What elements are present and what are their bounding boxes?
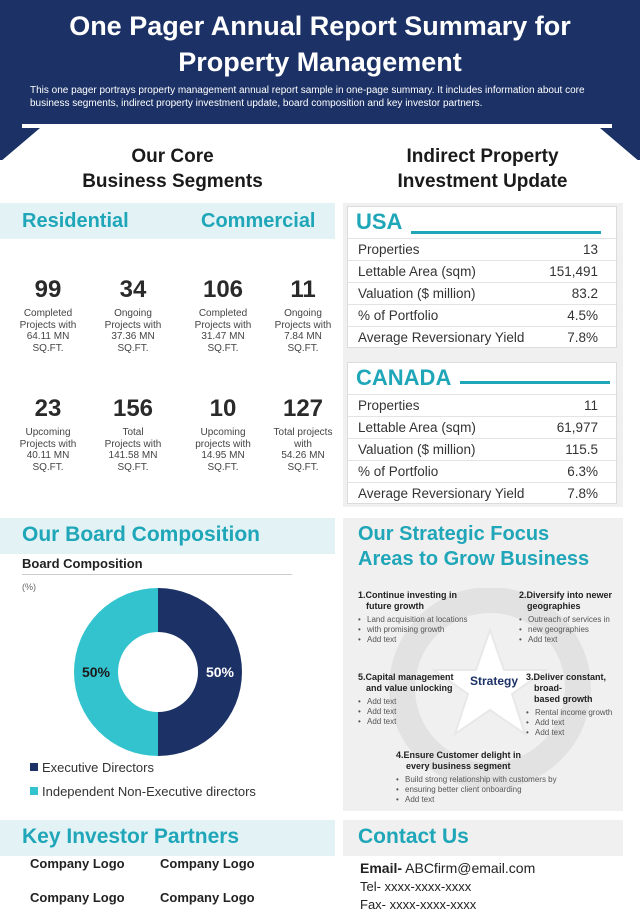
contact-email: Email- ABCfirm@email.com xyxy=(360,860,536,876)
row-label: Average Reversionary Yield xyxy=(358,330,525,345)
row-label: % of Portfolio xyxy=(358,308,439,323)
segment-stat xyxy=(185,395,261,473)
usa-heading: USA xyxy=(356,209,403,234)
strategy-item-3: 3.Deliver constant, broad- based growth • Rental income growth • Add text • Add text xyxy=(526,672,621,738)
row-value: 7.8% xyxy=(567,486,598,501)
contact-email-address[interactable]: ABCfirm@email.com xyxy=(405,860,536,876)
stat-number: 106 xyxy=(202,276,244,303)
partner-logo-2: Company Logo xyxy=(160,856,255,871)
legend-independent: Independent Non-Executive directors xyxy=(30,784,256,799)
row-value: 61,977 xyxy=(556,420,598,435)
stat-description: Completed Projects with 31.47 MN SQ.FT. xyxy=(194,308,252,354)
table-row xyxy=(348,304,618,326)
stat-description: Completed Projects with 64.11 MN SQ.FT. xyxy=(19,308,77,354)
header-banner xyxy=(0,0,640,160)
board-chart-rule xyxy=(22,574,292,575)
contact-tel: Tel- xxxx-xxxx-xxxx xyxy=(360,879,472,894)
canada-heading-line xyxy=(460,381,610,384)
table-row xyxy=(348,238,618,260)
segment-stat xyxy=(10,276,86,354)
stat-number: 10 xyxy=(209,395,237,422)
segment-stat xyxy=(95,276,171,354)
segment-stat xyxy=(185,276,261,354)
row-label: Valuation ($ million) xyxy=(358,442,476,457)
stat-description: Total Projects with 141.58 MN SQ.FT. xyxy=(104,427,162,473)
row-value: 6.3% xyxy=(567,464,598,479)
table-row xyxy=(348,326,618,348)
row-label: Valuation ($ million) xyxy=(358,286,476,301)
table-row xyxy=(348,416,618,438)
usa-heading-line xyxy=(411,231,601,234)
contact-fax: Fax- xxxx-xxxx-xxxx xyxy=(360,897,477,912)
strategy-item-5: 5.Capital management and value unlocking • Add text • Add text • Add text xyxy=(358,672,468,727)
row-value: 13 xyxy=(582,242,598,257)
legend-executive: Executive Directors xyxy=(30,760,154,775)
stat-description: Total projects with 54.26 MN SQ.FT. xyxy=(273,427,333,473)
segment-stat xyxy=(95,395,171,473)
partner-logo-1: Company Logo xyxy=(30,856,125,871)
page-title: One Pager Annual Report Summary for Property Management xyxy=(69,11,571,77)
stat-description: Upcoming projects with 14.95 MN SQ.FT. xyxy=(195,427,251,473)
strategy-title: Our Strategic Focus Areas to Grow Business xyxy=(358,523,590,570)
board-chart-unit: (%) xyxy=(22,582,36,592)
legend-swatch-independent xyxy=(30,787,38,795)
stat-number: 156 xyxy=(112,395,154,422)
stat-description: Upcoming Projects with 40.11 MN SQ.FT. xyxy=(19,427,77,473)
row-label: Properties xyxy=(358,242,420,257)
segment-stat xyxy=(265,395,341,473)
commercial-label: Commercial xyxy=(201,210,316,232)
segment-stat xyxy=(265,276,341,354)
partner-logo-4: Company Logo xyxy=(160,890,255,905)
strategy-item-2: 2.Diversify into newer geographies • Outreach of services in • new geographies • Add text xyxy=(519,590,624,645)
stat-number: 23 xyxy=(34,395,62,422)
row-value: 115.5 xyxy=(565,442,598,457)
row-value: 83.2 xyxy=(571,286,598,301)
partner-logo-3: Company Logo xyxy=(30,890,125,905)
investment-title: Indirect Property Investment Update xyxy=(397,146,568,192)
residential-label: Residential xyxy=(22,210,129,232)
donut-label-independent: 50% xyxy=(81,664,111,680)
board-chart-title: Board Composition xyxy=(22,556,143,571)
table-row xyxy=(348,460,618,482)
row-label: Lettable Area (sqm) xyxy=(358,264,476,279)
stat-description: Ongoing Projects with 7.84 MN SQ.FT. xyxy=(274,308,332,354)
stat-number: 11 xyxy=(290,276,316,303)
canada-table xyxy=(347,362,617,504)
row-label: Lettable Area (sqm) xyxy=(358,420,476,435)
canada-heading: CANADA xyxy=(356,365,452,390)
segment-stat xyxy=(10,395,86,473)
row-value: 7.8% xyxy=(567,330,598,345)
core-segments-title: Our Core Business Segments xyxy=(82,146,263,192)
table-row xyxy=(348,282,618,304)
usa-table xyxy=(347,206,617,348)
contact-section-title: Contact Us xyxy=(358,825,469,848)
stat-number: 34 xyxy=(119,276,147,303)
stat-number: 127 xyxy=(282,395,324,422)
page-description: This one pager portrays property management annual report sample in one-page summary. It includes information about core business segments, indirect property investment update, board composition and key investor partners. xyxy=(30,85,585,109)
board-donut-chart xyxy=(70,584,246,760)
strategy-item-1: 1.Continue investing in future growth • Land acquisition at locations • with promising growth • Add text xyxy=(358,590,488,645)
row-label: Properties xyxy=(358,398,420,413)
partners-section-title: Key Investor Partners xyxy=(22,825,240,848)
table-row xyxy=(348,438,618,460)
table-row xyxy=(348,260,618,282)
row-value: 4.5% xyxy=(567,308,598,323)
strategy-item-4: 4.Ensure Customer delight in every business segment • Build strong relationship with customers by • ensuring better client onboarding • Add text xyxy=(396,750,586,805)
row-value: 11 xyxy=(583,398,598,413)
donut-label-executive: 50% xyxy=(205,664,235,680)
row-label: % of Portfolio xyxy=(358,464,439,479)
row-value: 151,491 xyxy=(549,264,598,279)
stat-number: 99 xyxy=(34,276,62,303)
legend-swatch-executive xyxy=(30,763,38,771)
strategy-center-label: Strategy xyxy=(470,674,519,688)
stat-description: Ongoing Projects with 37.36 MN SQ.FT. xyxy=(104,308,162,354)
table-row xyxy=(348,482,618,504)
board-section-title: Our Board Composition xyxy=(22,523,260,546)
table-row xyxy=(348,394,618,416)
row-label: Average Reversionary Yield xyxy=(358,486,525,501)
